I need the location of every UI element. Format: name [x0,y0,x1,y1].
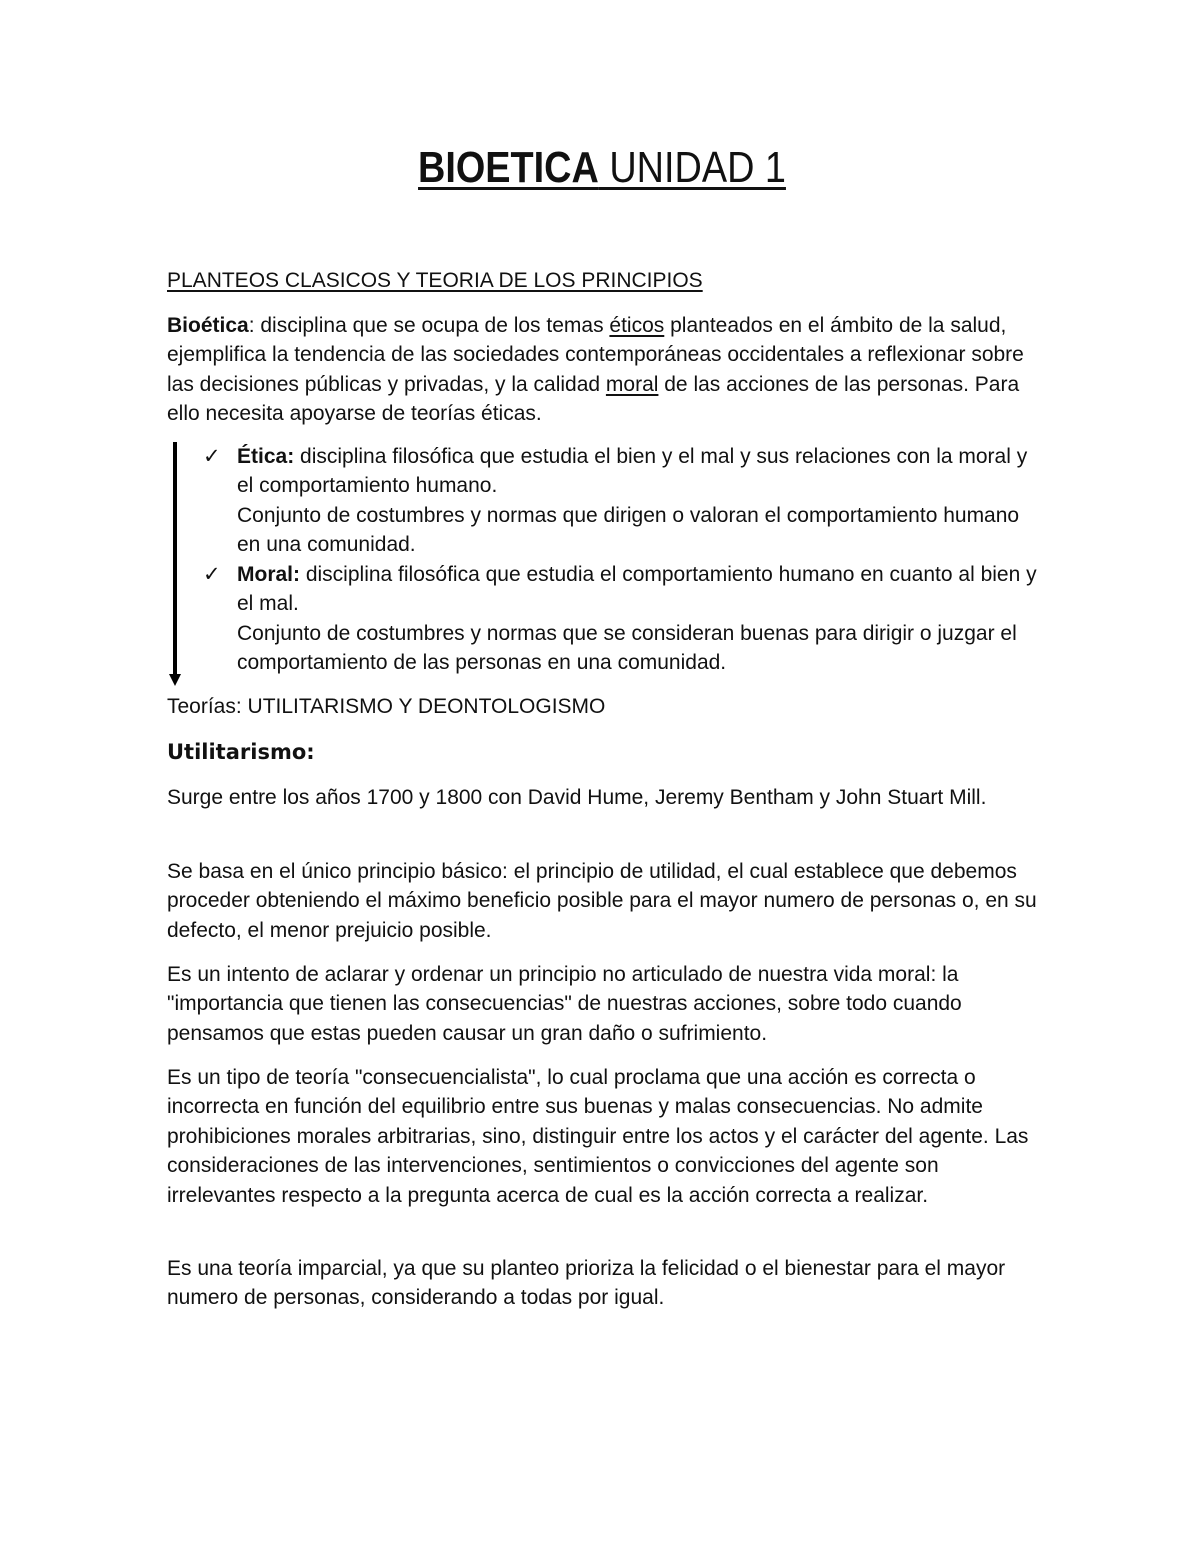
utilitarismo-paragraph-5: Es una teoría imparcial, ya que su planteo prioriza la felicidad o el bienestar para el mayor numero de personas, considerando a todas por igual. [167,1257,1006,1310]
intro-text-3: de las acciones de las personas. Para ello necesita apoyarse de teorías éticas. [167,372,1020,426]
document-title [228,138,976,198]
utilitarismo-paragraph-1: Surge entre los años 1700 y 1800 con David Hume, Jeremy Bentham y John Stuart Mill. [167,786,987,809]
etica-definition [237,442,1037,501]
utilitarismo-paragraph-2: Se basa en el único principio básico: el principio de utilidad, el cual establece que debemos proceder obteniendo el máximo beneficio posible para el mayor numero de personas o, en su defecto, el menor prejuicio posible. [167,860,1037,942]
intro-underlined-eticos: éticos [609,314,665,337]
intro-paragraph [167,311,1037,429]
utilitarismo-paragraph-3: Es un intento de aclarar y ordenar un principio no articulado de nuestra vida moral: la "importancia que tienen las consecuencias" de nuestras acciones, sobre todo cuando pensamos que estas pueden causar un gran daño o sufrimiento. [167,963,962,1045]
title-bold-word: BIOETICA [418,143,599,192]
moral-definition [237,560,1037,619]
intro-text-2: planteados en el ámbito de la salud, ejemplifica la tendencia de las sociedades contemporáneas occidentales a reflexionar sobre las decisiones públicas y privadas, y la calidad [167,314,1024,396]
down-arrow-icon [169,442,181,686]
etica-term: Ética: [237,445,295,468]
theories-line: Teorías: UTILITARISMO Y DEONTOLOGISMO [167,695,606,718]
moral-term: Moral: [237,563,300,586]
intro-text-1: : disciplina que se ocupa de los temas [248,314,610,337]
moral-line-1: disciplina filosófica que estudia el comportamiento humano en cuanto al bien y el mal. [237,563,1037,616]
moral-line-2: Conjunto de costumbres y normas que se consideran buenas para dirigir o juzgar el comportamiento de las personas en una comunidad. [237,622,1017,675]
intro-term: Bioética [167,314,249,337]
title-rest: UNIDAD 1 [598,143,786,192]
etica-line-2: Conjunto de costumbres y normas que dirigen o valoran el comportamiento humano en una comunidad. [237,504,1020,557]
utilitarismo-paragraph-4: Es un tipo de teoría "consecuencialista", lo cual proclama que una acción es correcta o incorrecta en función del equilibrio entre sus buenas y malas consecuencias. No admite prohibiciones morales arbitrarias, sino, distinguir entre los actos y el carácter del agente. Las consideraciones de las intervenciones, sentimientos o convicciones del agente son irrelevantes respecto a la pregunta acerca de cual es la acción correcta a realizar. [167,1066,1029,1207]
checkmark-icon: ✓ [203,445,221,468]
checkmark-icon: ✓ [203,563,221,586]
etica-line-1: disciplina filosófica que estudia el bien y el mal y sus relaciones con la moral y el comportamiento humano. [237,445,1028,498]
utilitarismo-heading: Utilitarismo: [167,740,315,764]
section-subtitle: PLANTEOS CLASICOS Y TEORIA DE LOS PRINCIPIOS [167,269,703,292]
intro-underlined-moral: moral [605,372,659,396]
